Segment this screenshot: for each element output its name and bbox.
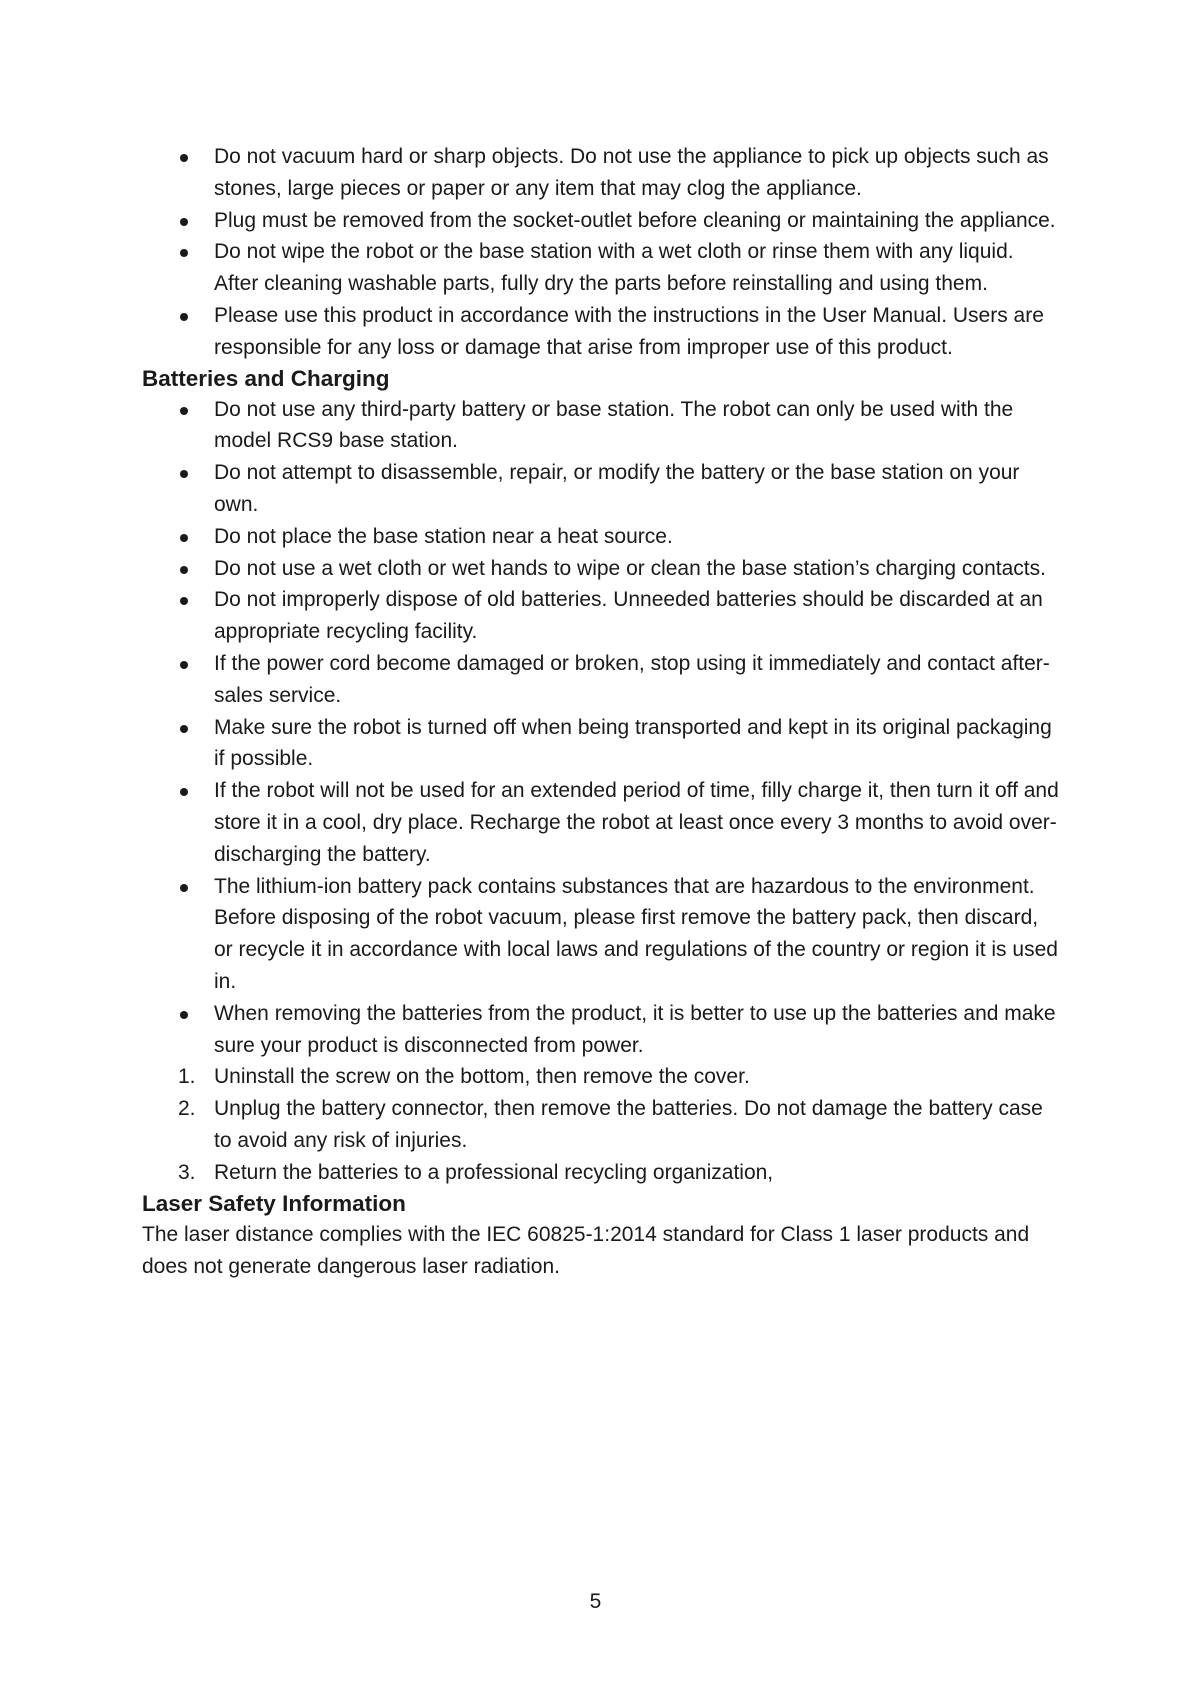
step-item [142,1157,1062,1189]
laser-body-text: The laser distance complies with the IEC 60825-1:2014 standard for Class 1 laser products and does not generate dangerous laser radiation. [142,1222,1030,1278]
batteries-bullet-list [142,394,1062,1062]
bullet-text: Do not improperly dispose of old batteries. Unneeded batteries should be discarded at an appropriate recycling facility. [214,588,1043,644]
battery-removal-steps [142,1061,1062,1188]
bullet-text: Do not use any third-party battery or base station. The robot can only be used with the model RCS9 base station. [214,397,1014,453]
bullet-text: If the power cord become damaged or broken, stop using it immediately and contact after-sales service. [214,651,1050,707]
bullet-item [142,553,1062,585]
step-text: Return the batteries to a professional recycling organization, [214,1160,774,1184]
bullet-text: Do not wipe the robot or the base station with a wet cloth or rinse them with any liquid. After cleaning washable parts, fully dry the parts before reinstalling and using them. [214,240,1014,296]
bullet-item [142,584,1062,648]
bullet-text: The lithium-ion battery pack contains substances that are hazardous to the environment. Before disposing of the robot vacuum, please first remove the battery pack, then discard, or recycle it in accordance with local laws and regulations of the country or region it is used in. [214,874,1058,993]
bullet-text: Make sure the robot is turned off when being transported and kept in its original packaging if possible. [214,715,1052,771]
step-item [142,1061,1062,1093]
bullet-item [142,205,1062,237]
step-number: 3. [178,1160,196,1184]
bullet-text: Do not place the base station near a heat source. [214,524,673,548]
bullet-item [142,998,1062,1062]
bullet-text: Please use this product in accordance with the instructions in the User Manual. Users are responsible for any loss or damage that arise from improper use of this product. [214,303,1044,359]
bullet-text: Do not attempt to disassemble, repair, or modify the battery or the base station on your own. [214,461,1020,516]
bullet-text: When removing the batteries from the product, it is better to use up the batteries and make sure your product is disconnected from power. [214,1001,1056,1057]
bullet-item [142,141,1062,205]
bullet-item [142,712,1062,776]
bullet-item [142,300,1062,364]
batteries-heading: Batteries and Charging [142,365,390,391]
bullet-item [142,775,1062,870]
bullet-item [142,871,1062,998]
step-item [142,1093,1062,1157]
bullet-item [142,236,1062,300]
page-number: 5 [589,1590,602,1613]
bullet-text: Do not use a wet cloth or wet hands to wipe or clean the base station’s charging contacts. [214,556,1046,580]
intro-bullet-list [142,141,1062,364]
bullet-item [142,521,1062,553]
bullet-item [142,457,1062,521]
step-text: Unplug the battery connector, then remove the batteries. Do not damage the battery case to avoid any risk of injuries. [214,1097,1043,1152]
step-text: Uninstall the screw on the bottom, then remove the cover. [214,1065,750,1089]
bullet-text: Do not vacuum hard or sharp objects. Do not use the appliance to pick up objects such as stones, large pieces or paper or any item that may clog the appliance. [214,145,1049,200]
step-number: 1. [178,1065,196,1089]
bullet-item [142,648,1062,712]
bullet-item [142,394,1062,458]
bullet-text: Plug must be removed from the socket-outlet before cleaning or maintaining the appliance. [214,208,1056,232]
step-number: 2. [178,1097,196,1121]
page-content [142,141,1062,1283]
laser-heading: Laser Safety Information [142,1190,406,1216]
bullet-text: If the robot will not be used for an extended period of time, filly charge it, then turn it off and store it in a cool, dry place. Recharge the robot at least once every 3 months to avoid over-discharging the battery. [214,779,1059,866]
